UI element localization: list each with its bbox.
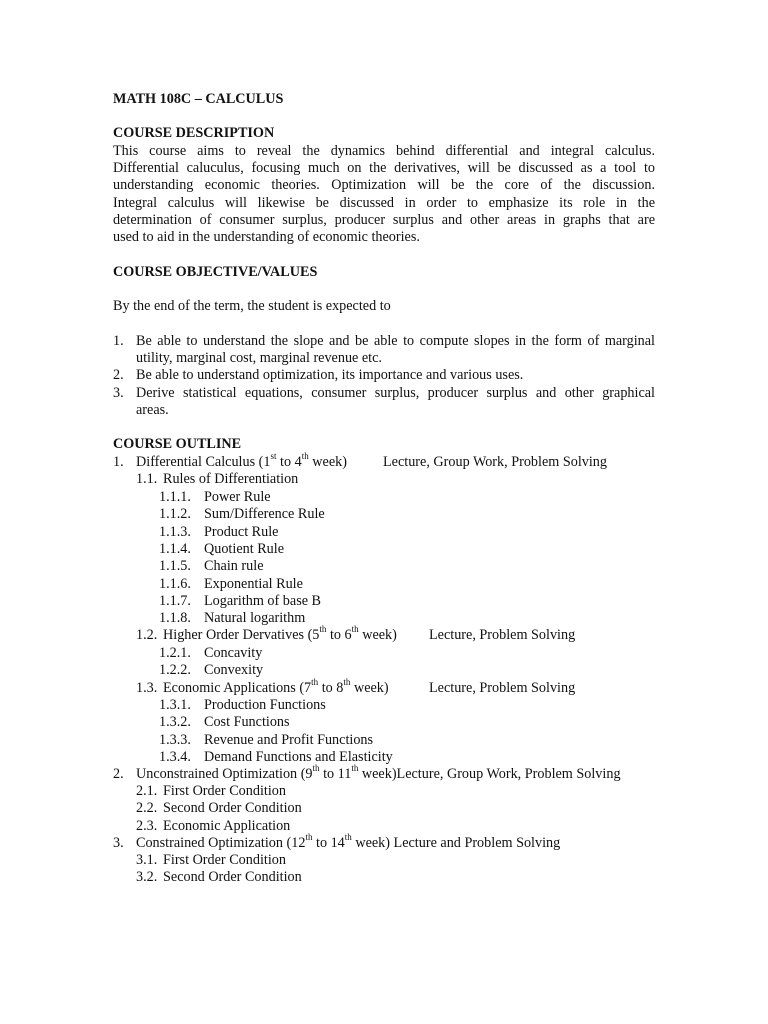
- objectives-intro: By the end of the term, the student is expected to: [113, 298, 391, 314]
- outline-text: Constrained Optimization (12: [136, 835, 306, 851]
- outline-item-text: Exponential Rule: [204, 575, 303, 592]
- outline-number: 1.1.6.: [159, 575, 191, 592]
- outline-heading: COURSE OUTLINE: [113, 436, 242, 452]
- outline-text: Unconstrained Optimization (9: [136, 766, 313, 782]
- objective-text: Be able to understand the slope and be able to compute slopes in the form of marginal: [136, 333, 655, 349]
- outline-section-title: [136, 832, 561, 852]
- outline-number: 1.1.2.: [159, 506, 191, 523]
- outline-text: to 11: [319, 766, 352, 782]
- outline-subsection-title: [163, 677, 389, 697]
- outline-number: 2.1.: [136, 783, 158, 799]
- objective-text: areas.: [136, 402, 169, 418]
- outline-number: 1.1.3.: [159, 523, 191, 540]
- outline-number: 1.3.3.: [159, 731, 191, 748]
- outline-text: Economic Applications (7: [163, 680, 312, 696]
- outline-item-text: Cost Functions: [204, 714, 290, 731]
- outline-item-text: Sum/Difference Rule: [204, 506, 325, 523]
- outline-number: 2.3.: [136, 817, 158, 834]
- outline-number: 1.1.5.: [159, 558, 191, 575]
- outline-text: week): [350, 680, 389, 696]
- outline-item-text: Power Rule: [204, 489, 271, 505]
- description-heading: COURSE DESCRIPTION: [113, 125, 275, 141]
- teaching-method: Lecture, Group Work, Problem Solving: [383, 454, 607, 470]
- outline-item-text: Concavity: [204, 645, 263, 661]
- outline-item-text: First Order Condition: [163, 852, 286, 868]
- objective-text: utility, marginal cost, marginal revenue etc.: [136, 350, 382, 366]
- outline-section-title: [136, 451, 347, 471]
- ordinal-suffix: th: [351, 624, 359, 635]
- teaching-method: Lecture, Problem Solving: [429, 680, 576, 696]
- outline-number: 3.2.: [136, 869, 158, 886]
- objectives-heading: COURSE OBJECTIVE/VALUES: [113, 264, 318, 280]
- objective-text: Derive statistical equations, consumer surplus, producer surplus and other graphical: [136, 385, 655, 401]
- outline-number: 1.2.: [136, 627, 158, 643]
- outline-item-text: Quotient Rule: [204, 540, 284, 557]
- outline-subsection-title: Rules of Differentiation: [163, 471, 299, 487]
- description-line: This course aims to reveal the dynamics behind differential and integral calculus.: [113, 143, 655, 159]
- outline-text: week)Lecture, Group Work, Problem Solving: [358, 766, 621, 782]
- outline-number: 3.1.: [136, 852, 158, 868]
- outline-text: to 8: [318, 680, 344, 696]
- course-title: MATH 108C – CALCULUS: [113, 91, 284, 107]
- teaching-method: Lecture, Problem Solving: [429, 627, 576, 643]
- outline-text: week): [308, 454, 347, 470]
- outline-item-text: Natural logarithm: [204, 610, 306, 627]
- outline-item-text: Demand Functions and Elasticity: [204, 748, 393, 765]
- outline-text: to 14: [312, 835, 345, 851]
- outline-number: 2.: [113, 766, 124, 782]
- ordinal-suffix: th: [312, 763, 320, 774]
- outline-item-text: Product Rule: [204, 523, 279, 540]
- ordinal-suffix: th: [301, 451, 309, 462]
- outline-number: 1.2.2.: [159, 662, 191, 679]
- description-line: determination of consumer surplus, producer surplus and other areas in graphs that are: [113, 212, 655, 228]
- outline-section-title: [136, 763, 621, 783]
- outline-number: 2.2.: [136, 800, 158, 817]
- outline-number: 1.1.8.: [159, 610, 191, 627]
- outline-text: week): [358, 627, 397, 643]
- description-line: Differential caluculus, focusing much on the derivatives, will be discussed as a tool to: [113, 160, 655, 176]
- outline-item-text: Revenue and Profit Functions: [204, 731, 374, 748]
- outline-item-text: Second Order Condition: [163, 800, 302, 817]
- objective-number: 3.: [113, 385, 124, 401]
- outline-text: to 6: [326, 627, 352, 643]
- outline-subsection-title: [163, 624, 397, 644]
- outline-text: Differential Calculus (1: [136, 454, 271, 470]
- outline-item-text: Chain rule: [204, 558, 264, 575]
- objective-text: Be able to understand optimization, its importance and various uses.: [136, 367, 524, 383]
- outline-text: to 4: [276, 454, 302, 470]
- outline-number: 1.1.4.: [159, 540, 191, 557]
- outline-item-text: Logarithm of base B: [204, 592, 322, 609]
- ordinal-suffix: th: [311, 677, 319, 688]
- outline-number: 1.3.4.: [159, 748, 191, 765]
- outline-number: 3.: [113, 835, 124, 851]
- ordinal-suffix: st: [270, 451, 277, 462]
- ordinal-suffix: th: [305, 832, 313, 843]
- outline-number: 1.2.1.: [159, 645, 191, 661]
- outline-item-text: Second Order Condition: [163, 869, 302, 886]
- description-line: understanding economic theories. Optimization will be the core of the discussion.: [113, 177, 655, 193]
- outline-item-text: Production Functions: [204, 697, 326, 713]
- ordinal-suffix: th: [319, 624, 327, 635]
- outline-number: 1.1.1.: [159, 489, 191, 505]
- outline-number: 1.3.: [136, 680, 158, 696]
- ordinal-suffix: th: [344, 832, 352, 843]
- outline-item-text: First Order Condition: [163, 783, 286, 799]
- objective-number: 2.: [113, 367, 124, 383]
- ordinal-suffix: th: [343, 677, 351, 688]
- outline-number: 1.: [113, 454, 124, 470]
- outline-item-text: Convexity: [204, 662, 264, 679]
- outline-text: week) Lecture and Problem Solving: [351, 835, 561, 851]
- outline-text: Higher Order Dervatives (5: [163, 627, 320, 643]
- outline-number: 1.1.: [136, 471, 158, 487]
- description-line: Integral calculus will likewise be discussed in order to emphasize its role in the: [113, 195, 655, 211]
- objective-number: 1.: [113, 333, 124, 349]
- outline-number: 1.1.7.: [159, 592, 191, 609]
- outline-number: 1.3.1.: [159, 697, 191, 713]
- ordinal-suffix: th: [351, 763, 359, 774]
- description-line: used to aid in the understanding of economic theories.: [113, 229, 420, 245]
- outline-number: 1.3.2.: [159, 714, 191, 731]
- outline-item-text: Economic Application: [163, 817, 291, 834]
